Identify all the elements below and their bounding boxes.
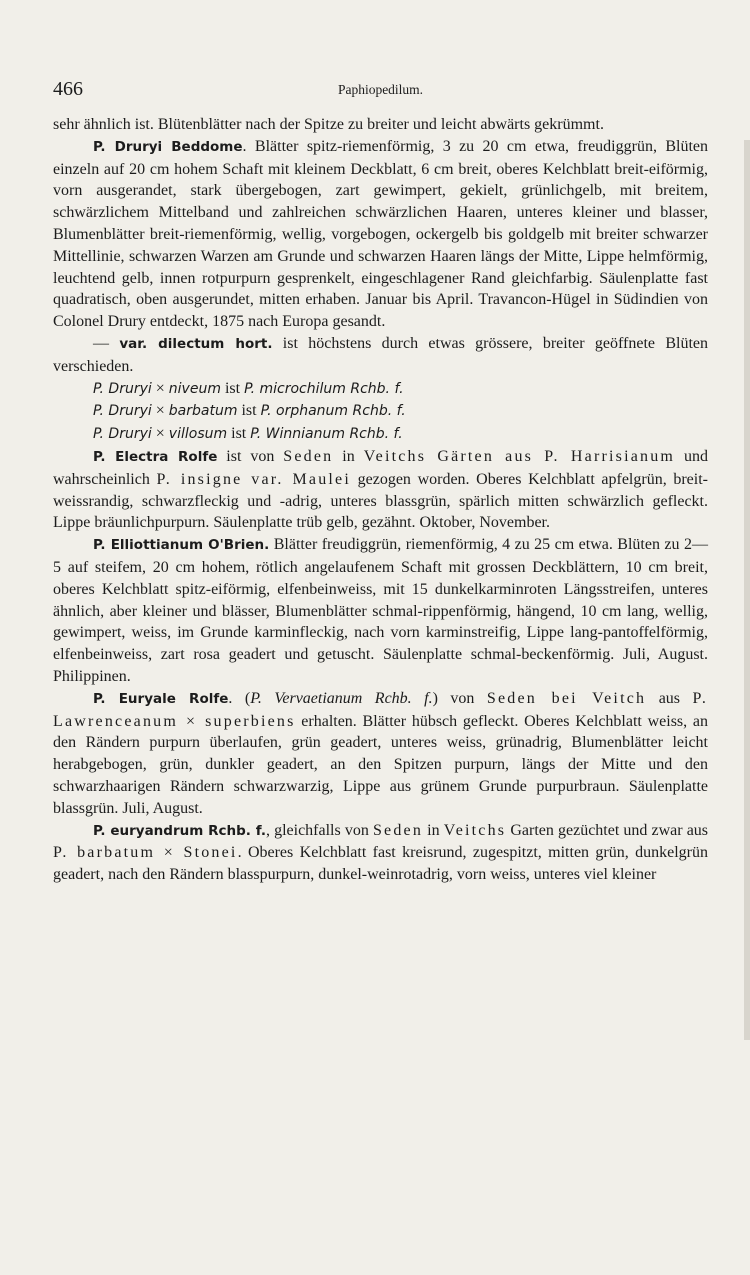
page-number: 466: [53, 78, 83, 100]
running-title: Paphiopedilum.: [337, 82, 424, 97]
paragraph-continuation: sehr ähnlich ist. Blütenblätter nach der Spitze zu breiter und leicht abwärts gekrümmt.: [53, 116, 604, 133]
hybrid-formula: P. Druryi × barbatum ist P. orphanum Rchb. f.: [93, 402, 406, 420]
hybrid-formula: P. Druryi × niveum ist P. microchilum Rchb. f.: [93, 379, 404, 397]
paragraph-elliottianum: P. Elliottianum O'Brien. Blätter freudiggrün, riemenförmig, 4 zu 25 cm etwa. Blüten zu 2—5 auf steifem, 20 cm hohem, rötlich angelaufenem Schaft mit grossen Deckblättern, 10 cm breit, oberes Kelchblatt spitz-eiförmig, elfenbeinweiss, mit 15 dunkelkarminroten Längsstreifen, unteres ähnlich, aber kleiner und blässer, Blumenblätter schmal-rippenförmig, hängend, 10 cm lang, wellig, gewimpert, weiss, im Grunde karminfleckig, nach vorn karminstreifig, Lippe lang-pantoffelförmig, elfenbeinweiss, zart rosa geadert und getuscht. Säulenplatte schmal-beckenförmig. Juli, August. Philippinen.: [53, 536, 708, 685]
species-name: P. Euryale Rolfe: [93, 690, 229, 707]
paragraph-dilectum: — var. dilectum hort. ist höchstens durch etwas grössere, breiter geöffnete Blüten verschieden.: [53, 334, 708, 375]
paragraph-euryandrum: P. euryandrum Rchb. f., gleichfalls von Seden in Veitchs Garten gezüchtet und zwar aus P. barbatum × Stonei. Oberes Kelchblatt fast kreisrund, zugespitzt, mitten grün, dunkelgrün geadert, nach den Rändern blasspurpurn, dunkel-weinrotadrig, vorn weiss, unteres viel kleiner: [53, 821, 709, 884]
species-name: P. Electra Rolfe: [93, 448, 218, 465]
species-name: P. euryandrum Rchb. f.: [93, 822, 266, 839]
page-edge: [744, 140, 750, 1040]
paragraph-electra: P. Electra Rolfe ist von Seden in Veitchs Gärten aus P. Harrisianum und wahrscheinlich P. insigne var. Maulei gezogen worden. Oberes Kelchblatt apfelgrün, breit-weissrandig, schwarzfleckig und -adrig, unteres blassgrün, spärlich mitten schwärzlich gefleckt. Lippe bräunlichpurpurn. Säulenplatte trüb gelb, gezähnt. Oktober, November.: [53, 447, 709, 532]
variety-name: var. dilectum hort.: [119, 335, 273, 352]
species-name: P. Druryi Beddome: [93, 138, 243, 155]
paragraph-euryale: P. Euryale Rolfe. (P. Vervaetianum Rchb. f.) von Seden bei Veitch aus P. Lawrenceanum × superbiens erhalten. Blätter hübsch gefleckt. Oberes Kelchblatt weiss, an den Rändern purpurn überlaufen, grün geadert, unteres weiss, grünadrig, Blumenblätter leicht herabgebogen, grün, dunkler geadert, an den Spitzen purpurn, längs der Mitte und den schwarzhaarigen Rändern schwarzwarzig, Lippe aus grünem Grunde purpurbraun. Säulenplatte blassgrün. Juli, August.: [53, 689, 709, 817]
page-header: [53, 78, 708, 102]
page-body: [53, 114, 708, 886]
species-name: P. Elliottianum O'Brien.: [93, 537, 270, 554]
hybrid-formula: P. Druryi × villosum ist P. Winnianum Rchb. f.: [93, 425, 403, 443]
paragraph-druryi: P. Druryi Beddome. Blätter spitz-riemenförmig, 3 zu 20 cm etwa, freudiggrün, Blüten einzeln auf 20 cm hohem Schaft mit kleinem Deckblatt, 6 cm breit, oberes Kelchblatt breit-eiförmig, vorn ausgerandet, stark übergebogen, zart gewimpert, gekielt, grünlichgelb, mit breitem, schwärzlichem Mittelband und zahlreichen schwärzlichen Haaren, unteres kleiner und blasser, Blumenblätter breit-riemenförmig, wellig, vorgebogen, ockergelb bis goldgelb mit breiter schwarzer Mittellinie, schwarzen Warzen am Grunde und schwarzen Haaren längs der Mitte, Lippe helmförmig, leuchtend gelb, innen rotpurpurn gesprenkelt, eingeschlagener Rand gleichfarbig. Säulenplatte fast quadratisch, oben ausgerundet, mitten erhaben. Januar bis April. Travancon-Hügel in Südindien von Colonel Drury entdeckt, 1875 nach Europa gesandt.: [53, 137, 708, 331]
